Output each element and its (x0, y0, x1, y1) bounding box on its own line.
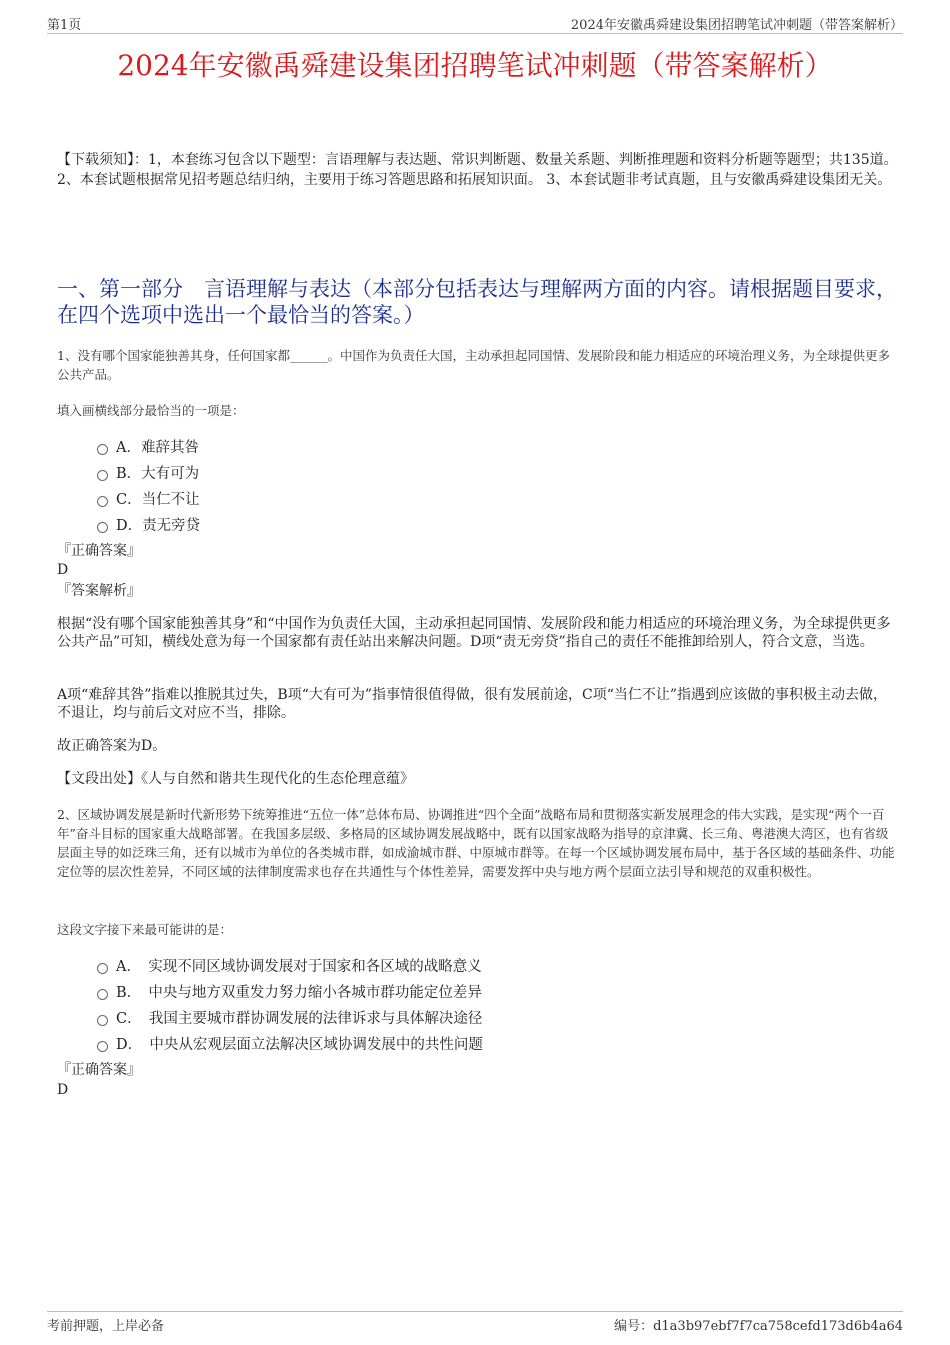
radio-icon[interactable] (97, 1015, 108, 1026)
option-label: B．大有可为 (116, 465, 200, 482)
option-d[interactable] (97, 511, 200, 537)
question-1-prompt: 填入画横线部分最恰当的一项是： (57, 403, 245, 418)
option-c[interactable] (97, 485, 200, 511)
page-number: 第1页 (47, 18, 82, 33)
answer-label: 『正确答案』 (57, 543, 141, 559)
answer-label: 『正确答案』 (57, 1062, 141, 1078)
option-label: B． 中央与地方双重发力努力缩小各城市群功能定位差异 (116, 984, 482, 1001)
radio-icon[interactable] (97, 989, 108, 1000)
question-1-stem: 1、没有哪个国家能独善其身，任何国家都______。中国作为负责任大国，主动承担起同国情、发展阶段和能力相适应的环境治理义务，为全球提供更多公共产品。 (57, 348, 890, 382)
question-2-stem: 2、区域协调发展是新时代新形势下统筹推进“五位一体”总体布局、协调推进“四个全面”战略布局和贯彻落实新发展理念的伟大实践，是实现“两个一百年”奋斗目标的国家重大战略部署。在我国多层级、多格局的区域协调发展战略中，既有以国家战略为指导的京津冀、长三角、粤港澳大湾区，也有省级层面主导的如泛珠三角，还有以城市为单位的各类城市群，如成渝城市群、中原城市群等。在每一个区域协调发展布局中，基于各区域的基础条件、功能定位等的层次性差异，不同区域的法律制度需求也存在共通性与个体性差异，需要发挥中央与地方两个层面立法引导和规范的双重积极性。 (57, 807, 895, 879)
analysis-paragraph-1: 根据“没有哪个国家能独善其身”和“中国作为负责任大国，主动承担起同国情、发展阶段和能力相适应的环境治理义务，为全球提供更多公共产品”可知，横线处意为每一个国家都有责任站出来解决问题。D项“责无旁贷”指自己的责任不能推卸给别人，符合文意，当选。 (57, 616, 891, 650)
option-c[interactable] (97, 1004, 483, 1030)
radio-icon[interactable] (97, 496, 108, 507)
question-2-prompt: 这段文字接下来最可能讲的是： (57, 922, 233, 937)
option-label: A．难辞其咎 (116, 439, 199, 456)
question-2-options (97, 952, 483, 1056)
footer-slogan: 考前押题，上岸必备 (47, 1319, 165, 1334)
radio-icon[interactable] (97, 470, 108, 481)
option-b[interactable] (97, 978, 483, 1004)
radio-icon[interactable] (97, 444, 108, 455)
section-heading: 一、第一部分 言语理解与表达（本部分包括表达与理解两方面的内容。请根据题目要求，在四个选项中选出一个最恰当的答案。） (57, 277, 897, 327)
radio-icon[interactable] (97, 963, 108, 974)
header-doc-title: 2024年安徽禹舜建设集团招聘笔试冲刺题（带答案解析） (570, 18, 903, 33)
page-footer (47, 1311, 903, 1335)
option-a[interactable] (97, 433, 200, 459)
option-label: C． 我国主要城市群协调发展的法律诉求与具体解决途径 (116, 1010, 483, 1027)
radio-icon[interactable] (97, 522, 108, 533)
source-citation: 【文段出处】《人与自然和谐共生现代化的生态伦理意蕴》 (57, 771, 414, 787)
analysis-paragraph-3: 故正确答案为D。 (57, 738, 167, 754)
analysis-label: 『答案解析』 (57, 583, 141, 599)
footer-id: 编号：d1a3b97ebf7f7ca758cefd173d6b4a64 (614, 1319, 903, 1334)
answer-value: D (57, 562, 69, 578)
option-label: A． 实现不同区域协调发展对于国家和各区域的战略意义 (116, 958, 482, 975)
option-label: C．当仁不让 (116, 491, 200, 508)
analysis-paragraph-2: A项“难辞其咎”指难以推脱其过失，B项“大有可为”指事情很值得做，很有发展前途，C项“当仁不让”指遇到应该做的事积极主动去做，不退让，均与前后文对应不当，排除。 (57, 687, 888, 721)
option-d[interactable] (97, 1030, 483, 1056)
radio-icon[interactable] (97, 1041, 108, 1052)
option-a[interactable] (97, 952, 483, 978)
download-notice: 【下载须知】：1，本套练习包含以下题型：言语理解与表达题、常识判断题、数量关系题、判断推理题和资料分析题等题型；共135道。 2、本套试题根据常见招考题总结归纳，主要用于练习答题思路和拓展知识面。 3、本套试题非考试真题，且与安徽禹舜建设集团无关。 (57, 152, 898, 188)
option-b[interactable] (97, 459, 200, 485)
page-header (47, 14, 903, 34)
document-title: 2024年安徽禹舜建设集团招聘笔试冲刺题（带答案解析） (117, 49, 833, 82)
answer-value: D (57, 1082, 69, 1098)
option-label: D．责无旁贷 (116, 517, 201, 534)
question-1-options (97, 433, 200, 537)
option-label: D． 中央从宏观层面立法解决区域协调发展中的共性问题 (116, 1036, 483, 1053)
